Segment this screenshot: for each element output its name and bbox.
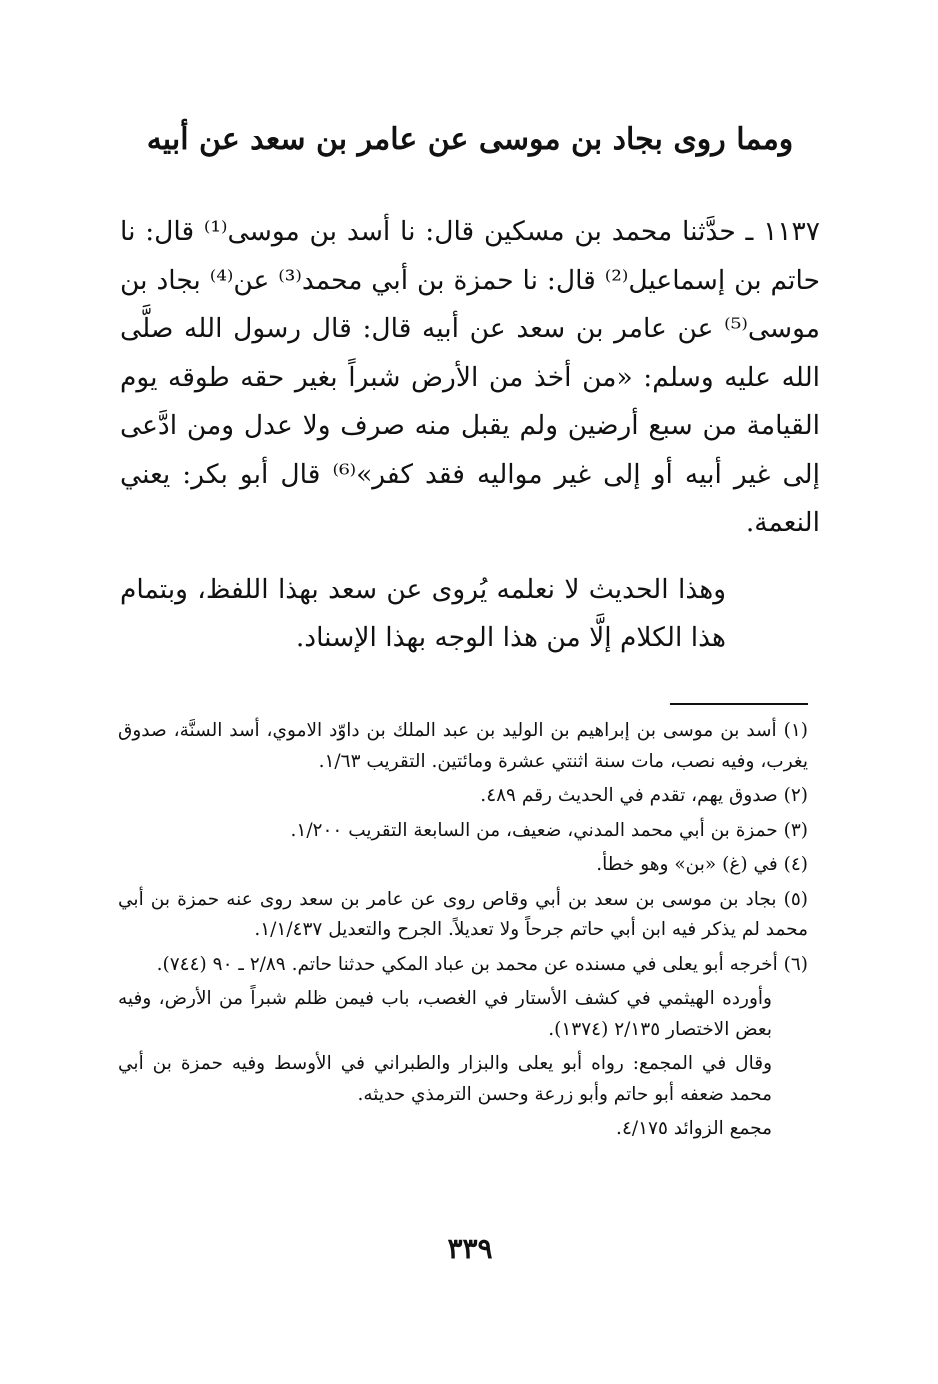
hadith-paragraph: [120, 208, 820, 548]
footnote-text: في (غ) «بن» وهو خطأ.: [596, 854, 778, 875]
footnote-divider: [670, 703, 808, 705]
footnote-mark: (٦): [783, 953, 808, 975]
footnote-text: بجاد بن موسى بن سعد بن أبي وقاص روى عن عامر بن سعد روى عنه حمزة بن أبي محمد لم يذكر فيه ابن أبي حاتم جرحاً ولا تعديلاً. الجرح والتعديل ١/١/٤٣٧.: [118, 888, 808, 940]
footnotes: [118, 716, 808, 1149]
footnote-text: صدوق يهم، تقدم في الحديث رقم ٤٨٩.: [480, 785, 778, 806]
footnote-6-majma: وقال في المجمع: رواه أبو يعلى والبزار والطبراني في الأوسط وفيه حمزة بن أبي محمد ضعفه أبو حاتم وأبو زرعة وحسن الترمذي حديثه.: [118, 1053, 772, 1105]
footnote-text: أخرجه أبو يعلى في مسنده عن محمد بن عباد المكي حدثنا حاتم. ٢/٨٩ ـ ٩٠ (٧٤٤).: [156, 953, 778, 975]
footnote-mark: (٢): [783, 785, 808, 806]
footnote-6-kashf: وأورده الهيثمي في كشف الأستار في الغصب، باب فيمن ظلم شبراً من الأرض، وفيه بعض الاختصار ٢/١٣٥ (١٣٧٤).: [118, 988, 772, 1040]
footnote-mark: (٣): [783, 819, 808, 841]
footnote-5: [118, 885, 808, 946]
footnote-text: أسد بن موسى بن إبراهيم بن الوليد بن عبد الملك بن داوّد الاموي، أسد السنَّة، صدوق يغرب، وفيه نصب، مات سنة اثنتي عشرة ومائتين. التقريب ١/٦٣.: [118, 720, 808, 772]
hadith-text: حدَّثنا محمد بن مسكين قال: نا أسد بن موسى⁽¹⁾ قال: نا حاتم بن إسماعيل⁽²⁾ قال: نا حمزة بن أبي محمد⁽³⁾ عن⁽⁴⁾ بجاد بن موسى⁽⁵⁾ عن عامر بن سعد عن أبيه قال: قال رسول الله صلَّى الله عليه وسلم: «من أخذ من الأرض شبراً بغير حقه طوقه يوم القيامة من سبع أرضين ولم يقبل منه صرف ولا عدل ومن ادَّعى إلى غير أبيه أو إلى غير مواليه فقد كفر»⁽⁶⁾ قال أبو بكر: يعني النعمة.: [120, 216, 820, 538]
footnote-4: [118, 850, 808, 881]
section-heading: ومما روى بجاد بن موسى عن عامر بن سعد عن أبيه: [146, 122, 794, 157]
author-remark: وهذا الحديث لا نعلمه يُروى عن سعد بهذا اللفظ، وبتمام هذا الكلام إلَّا من هذا الوجه بهذا الإسناد.: [120, 574, 726, 653]
footnote-1: [118, 716, 808, 777]
footnote-3: [118, 816, 808, 847]
hadith-number: ١١٣٧ ـ: [745, 216, 820, 247]
footnote-2: [118, 781, 808, 812]
footnote-6-reference: مجمع الزوائد ٤/١٧٥.: [616, 1118, 772, 1139]
page-number: ٣٣٩: [447, 1232, 493, 1265]
footnote-6: [118, 950, 808, 981]
footnote-mark: (٤): [783, 854, 808, 875]
footnote-text: حمزة بن أبي محمد المدني، ضعيف، من السابعة التقريب ١/٢٠٠.: [290, 819, 778, 841]
footnote-mark: (٥): [783, 888, 808, 910]
footnote-mark: (١): [783, 720, 808, 741]
